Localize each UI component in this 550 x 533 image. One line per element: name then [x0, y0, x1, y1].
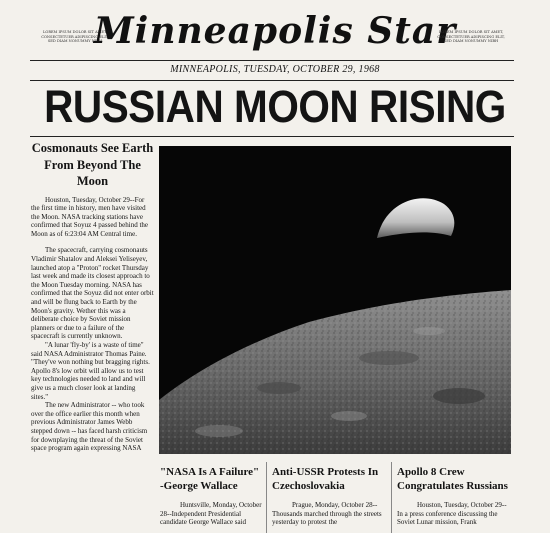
lead-paragraph-4: The new Administrator -- who took over the office earlier this month when previous Administrator James Webb stepped down -- has faced harsh criticism for downplaying the threat of the Soviet space program again expressing NASA: [31, 401, 148, 453]
lead-paragraph-1: Houston, Tuesday, October 29--For the first time in history, men have visited the Moon. NASA tracking stations have confirmed that Soyuz 4 passed behind the Moon as of 6:23:04 AM Central time.: [31, 195, 149, 238]
lead-paragraph-3: "A lunar 'fly-by' is a waste of time" said NASA Administrator Thomas Paine. "They've won nothing but bragging rights. Apollo 8's low orbit will allow us to test key technologies needed to land and will give us a much closer look at landing sites.": [31, 341, 150, 401]
column-divider: [391, 462, 392, 533]
lead-story-title: Cosmonauts See Earth From Beyond The Moon: [31, 141, 154, 188]
ear-right-text: LOREM IPSUM DOLOR SIT AMET, CONSECTETUER ADIPISCING ELIT, SED DIAM NONUMMY NIBH: [437, 30, 505, 44]
ear-left-text: LOREM IPSUM DOLOR SIT AMET, CONSECTETUER ADIPISCING ELIT, SED DIAM NONUMMY NIBH: [41, 30, 109, 44]
earthrise-photo: [159, 146, 511, 454]
story-wallace: [160, 466, 263, 527]
story-title: Anti-USSR Protests In Czechoslovakia: [272, 466, 379, 492]
story-prague: [272, 466, 386, 527]
masthead-rule: [30, 60, 514, 61]
story-title: "NASA Is A Failure" -George Wallace: [160, 466, 260, 492]
lead-paragraph-2: The spacecraft, carrying cosmonauts Vladimir Shatalov and Aleksei Yeliseyev, launched atop a "Proton" rocket Thursday last week and made its closest approach to the Moon Tuesday morning. NASA has confirmed that the Soyuz did not enter orbit and will be flung back to Earth by the Moon's gravity. Wether this was a deliberate choice by Soviet mission planners or due to a failure of the spacecraft is currently unknown.: [31, 246, 154, 341]
lead-story-body: [31, 196, 154, 453]
story-title: Apollo 8 Crew Congratulates Russians: [397, 466, 508, 492]
story-body: Huntsville, Monday, October 28--Independent Presidential candidate George Wallace said: [160, 501, 262, 527]
main-headline: RUSSIAN MOON RISING: [44, 81, 506, 132]
headline-rule: [30, 136, 514, 137]
story-body: Houston, Tuesday, October 29--In a press conference discussing the Soviet Lunar mission, Frank: [397, 501, 507, 527]
column-divider: [266, 462, 267, 533]
newspaper-masthead: Minneapolis Star: [93, 10, 457, 52]
story-body: Prague, Monday, October 28--Thousands marched through the streets yesterday to protest the: [272, 501, 382, 527]
lead-story: [31, 140, 154, 453]
story-apollo8: [397, 466, 511, 527]
dateline: MINNEAPOLIS, TUESDAY, OCTOBER 29, 1968: [170, 64, 380, 75]
